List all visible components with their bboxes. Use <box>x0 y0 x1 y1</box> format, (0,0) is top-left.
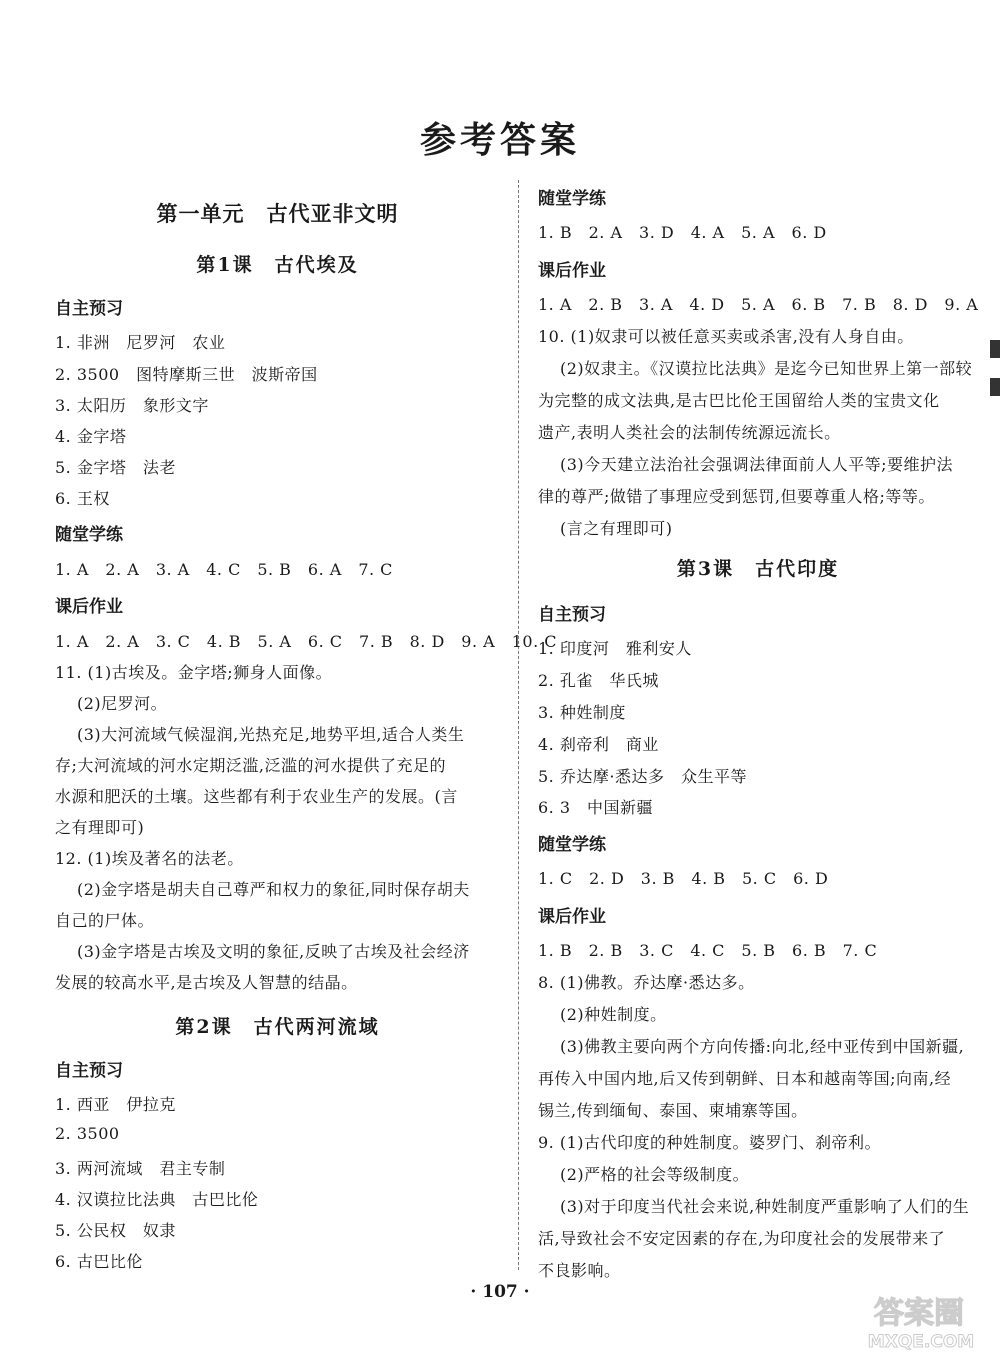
answer-line: 3. 种姓制度 <box>538 703 626 722</box>
section-preview: 自主预习 <box>538 605 606 625</box>
answer-line: 4. 刹帝利 商业 <box>538 735 659 754</box>
answer-line: 律的尊严;做错了事理应受到惩罚,但要尊重人格;等等。 <box>538 487 935 506</box>
section-practice: 随堂学练 <box>538 835 606 855</box>
unit-heading: 第一单元 古代亚非文明 <box>156 201 399 226</box>
page-number: · 107 · <box>470 1282 530 1302</box>
answer-line: 4. 金字塔 <box>55 427 127 446</box>
answer-line: (3)金字塔是古埃及文明的象征,反映了古埃及社会经济 <box>77 942 470 961</box>
scan-edge-mark <box>990 378 1000 396</box>
answer-line: 6. 3 中国新疆 <box>538 798 654 817</box>
column-divider <box>518 180 519 1270</box>
answer-line: (2)尼罗河。 <box>77 694 168 713</box>
answer-line: 11. (1)古埃及。金字塔;狮身人面像。 <box>55 663 333 682</box>
answer-line: 活,导致社会不安定因素的存在,为印度社会的发展带来了 <box>538 1229 946 1248</box>
answer-line: 发展的较高水平,是古埃及人智慧的结晶。 <box>55 973 358 992</box>
answer-line: 3. 两河流域 君主专制 <box>55 1159 226 1178</box>
answer-line: (言之有理即可) <box>560 519 673 538</box>
answer-line: (3)今天建立法治社会强调法律面前人人平等;要维护法 <box>560 455 954 474</box>
section-practice: 随堂学练 <box>55 525 123 545</box>
answer-line: 1. B 2. A 3. D 4. A 5. A 6. D <box>538 223 827 242</box>
answer-line: 10. (1)奴隶可以被任意买卖或杀害,没有人身自由。 <box>538 327 914 346</box>
scan-edge-mark <box>990 340 1000 358</box>
section-practice: 随堂学练 <box>538 189 606 209</box>
answer-line: 1. 印度河 雅利安人 <box>538 639 692 658</box>
answer-line: 2. 3500 <box>55 1124 120 1143</box>
answer-line: 1. B 2. B 3. C 4. C 5. B 6. B 7. C <box>538 941 878 960</box>
answer-line: 2. 3500 图特摩斯三世 波斯帝国 <box>55 365 318 384</box>
watermark-logo-icon <box>855 1289 990 1353</box>
answer-line: 锡兰,传到缅甸、泰国、柬埔寨等国。 <box>538 1101 808 1120</box>
answer-line: 再传入中国内地,后又传到朝鲜、日本和越南等国;向南,经 <box>538 1069 952 1088</box>
lesson-3-title: 第3课 古代印度 <box>676 558 840 580</box>
answer-line: (2)严格的社会等级制度。 <box>560 1165 750 1184</box>
svg-text:MXQE.COM: MXQE.COM <box>867 1332 975 1352</box>
answer-line: 自己的尸体。 <box>55 911 155 930</box>
answer-line: 3. 太阳历 象形文字 <box>55 396 209 415</box>
answer-line: (2)奴隶主。《汉谟拉比法典》是迄今已知世界上第一部较 <box>560 359 973 378</box>
svg-text:答案圈: 答案圈 <box>874 1296 964 1331</box>
answer-line: 4. 汉谟拉比法典 古巴比伦 <box>55 1190 259 1209</box>
section-preview: 自主预习 <box>55 1061 123 1081</box>
lesson-1-title: 第1课 古代埃及 <box>196 254 359 276</box>
answer-line: 5. 公民权 奴隶 <box>55 1221 176 1240</box>
page-title: 参考答案 <box>419 119 580 161</box>
answer-line: 6. 王权 <box>55 489 110 508</box>
answer-line: 为完整的成文法典,是古巴比伦王国留给人类的宝贵文化 <box>538 391 940 410</box>
answer-line: 2. 孔雀 华氏城 <box>538 671 659 690</box>
answer-line: 水源和肥沃的土壤。这些都有利于农业生产的发展。(言 <box>55 787 458 806</box>
answer-line: (3)佛教主要向两个方向传播:向北,经中亚传到中国新疆, <box>560 1037 965 1056</box>
answer-line: 之有理即可) <box>55 818 145 837</box>
section-homework: 课后作业 <box>55 597 123 617</box>
answer-line: 1. 非洲 尼罗河 农业 <box>55 333 226 352</box>
lesson-2-title: 第2课 古代两河流域 <box>175 1016 380 1038</box>
answer-line: 6. 古巴比伦 <box>55 1252 143 1271</box>
answer-line: 1. A 2. B 3. A 4. D 5. A 6. B 7. B 8. D 9. A <box>538 295 979 314</box>
answer-line: 1. A 2. A 3. A 4. C 5. B 6. A 7. C <box>55 560 393 579</box>
answer-line: 1. C 2. D 3. B 4. B 5. C 6. D <box>538 869 829 888</box>
answer-line: (2)种姓制度。 <box>560 1005 667 1024</box>
answer-line: 5. 金字塔 法老 <box>55 458 176 477</box>
answer-line: 12. (1)埃及著名的法老。 <box>55 849 244 868</box>
section-homework: 课后作业 <box>538 907 606 927</box>
answer-line: (3)对于印度当代社会来说,种姓制度严重影响了人们的生 <box>560 1197 970 1216</box>
section-preview: 自主预习 <box>55 299 123 319</box>
answer-line: 8. (1)佛教。乔达摩·悉达多。 <box>538 973 755 992</box>
section-homework: 课后作业 <box>538 261 606 281</box>
answer-line: 9. (1)古代印度的种姓制度。婆罗门、刹帝利。 <box>538 1133 882 1152</box>
answer-line: (2)金字塔是胡夫自己尊严和权力的象征,同时保存胡夫 <box>77 880 470 899</box>
answer-line: 1. 西亚 伊拉克 <box>55 1095 176 1114</box>
answer-line: 1. A 2. A 3. C 4. B 5. A 6. C 7. B 8. D 9. A 10. C <box>55 632 557 651</box>
answer-line: 5. 乔达摩·悉达多 众生平等 <box>538 767 747 786</box>
answer-line: 不良影响。 <box>538 1261 621 1280</box>
answer-line: (3)大河流域气候湿润,光热充足,地势平坦,适合人类生 <box>77 725 465 744</box>
answer-line: 遗产,表明人类社会的法制传统源远流长。 <box>538 423 841 442</box>
answer-line: 存;大河流域的河水定期泛滥,泛滥的河水提供了充足的 <box>55 756 446 775</box>
